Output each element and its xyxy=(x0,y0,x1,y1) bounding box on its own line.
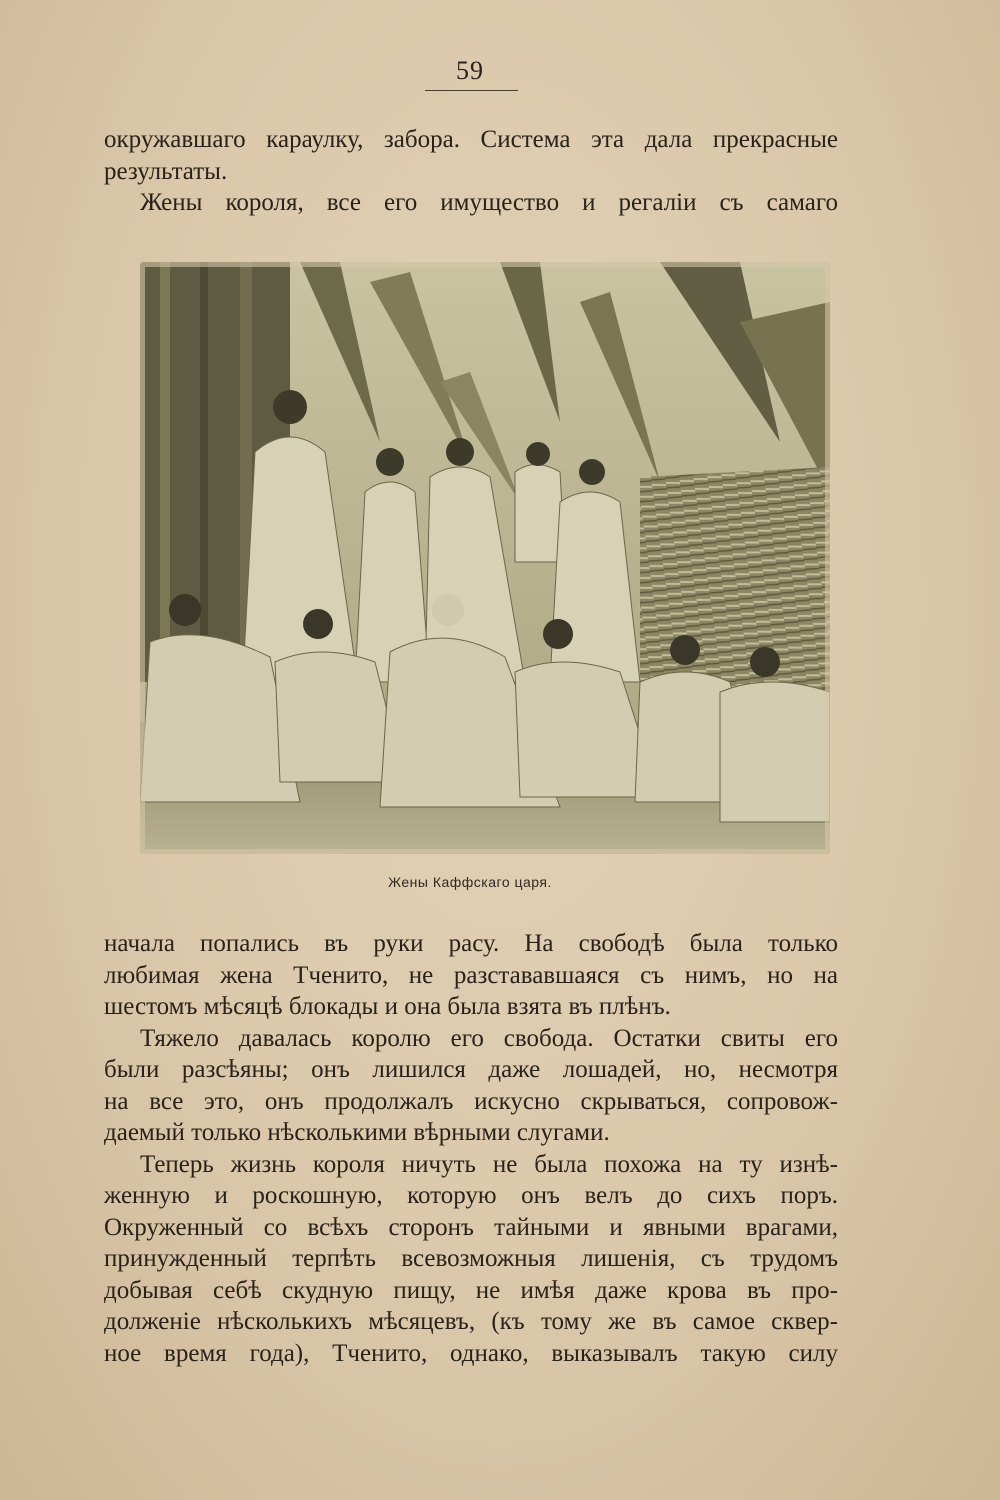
photo-caption: Жены Каффскаго царя. xyxy=(388,874,552,890)
text-line: женную и роскошную, которую онъ велъ до сихъ поръ. xyxy=(104,1182,838,1209)
text-line: начала попались въ руки расу. На свободѣ была только xyxy=(104,930,838,957)
text-line: Жены короля, все его имущество и регаліи съ самаго xyxy=(140,189,838,216)
top-paragraph-block xyxy=(104,124,838,219)
text-line: были разсѣяны; онъ лишился даже лошадей, но, несмотря xyxy=(104,1056,838,1083)
page-number-rule xyxy=(425,90,518,91)
text-line: окружавшаго караулку, забора. Система эта дала прекрасные xyxy=(104,126,838,153)
text-line: любимая жена Тченито, не разстававшаяся съ нимъ, но на xyxy=(104,961,838,989)
text-line: ное время года), Тченито, однако, выказывалъ такую силу xyxy=(104,1339,838,1367)
text-line: добывая себѣ скудную пищу, не имѣя даже крова въ про- xyxy=(104,1276,838,1304)
text-line: даемый только нѣсколькими вѣрными слугами. xyxy=(104,1119,610,1146)
text-line: Тяжело давалась королю его свобода. Остатки свиты его xyxy=(140,1024,838,1052)
bottom-paragraph-block xyxy=(104,928,838,1369)
page-number: 59 xyxy=(456,56,484,85)
text-line: принужденный терпѣть всевозможныя лишенія, съ трудомъ xyxy=(104,1245,838,1272)
text-line: на все это, онъ продолжалъ искусно скрываться, сопровож- xyxy=(104,1087,838,1115)
text-line: результаты. xyxy=(104,157,228,185)
text-line: Окруженный со всѣхъ сторонъ тайными и явными врагами, xyxy=(104,1213,838,1241)
group-photograph xyxy=(140,262,830,854)
text-line: долженіе нѣсколькихъ мѣсяцевъ, (къ тому же въ самое сквер- xyxy=(104,1308,838,1335)
text-line: Теперь жизнь короля ничуть не была похожа на ту изнѣ- xyxy=(140,1150,838,1178)
text-line: шестомъ мѣсяцѣ блокады и она была взята въ плѣнъ. xyxy=(104,993,671,1020)
